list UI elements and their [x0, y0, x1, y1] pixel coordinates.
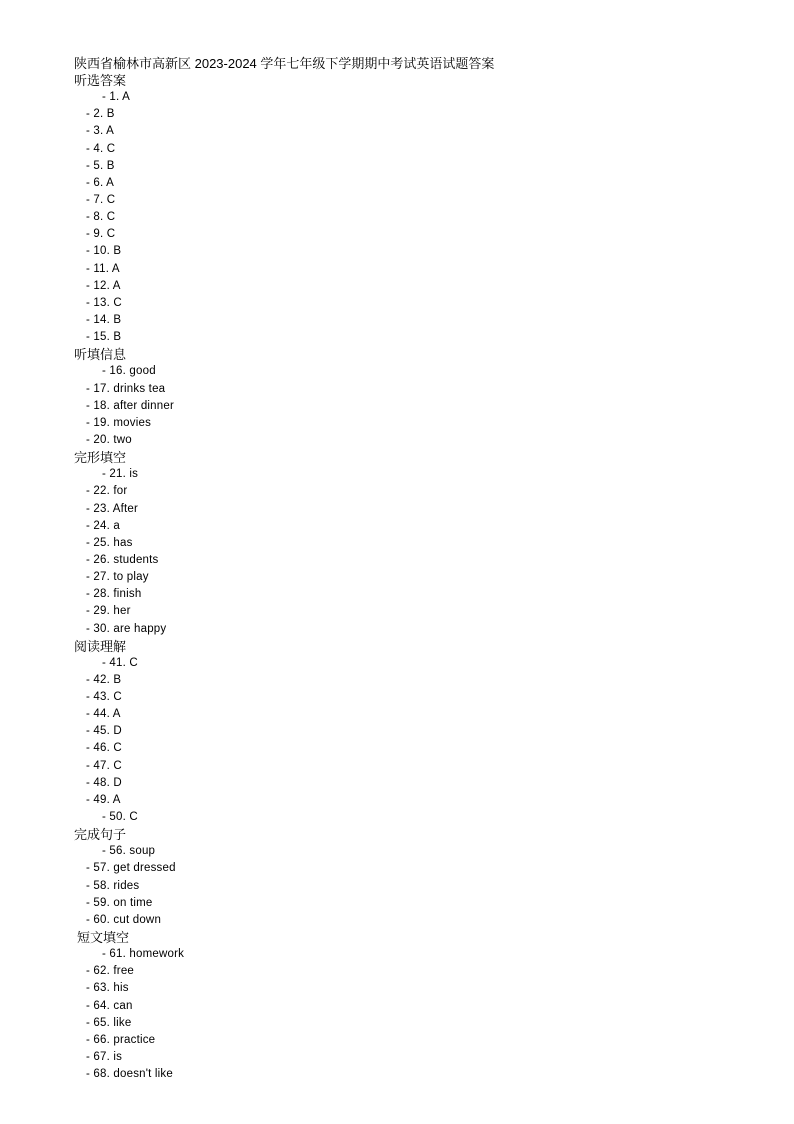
section-reading: [74, 638, 754, 827]
answer-item: - 4. C: [86, 142, 116, 155]
answer-item: - 19. movies: [86, 416, 152, 429]
answer-item: - 8. C: [86, 211, 116, 224]
answer-item: - 5. B: [86, 159, 115, 172]
answer-item: - 2. B: [86, 108, 115, 121]
answer-item: - 41. C: [102, 656, 138, 669]
answer-item: - 6. A: [86, 176, 115, 189]
answer-item: - 22. for: [86, 485, 128, 498]
section-heading: 听选答案: [74, 73, 127, 88]
answer-item: - 15. B: [86, 331, 122, 344]
answer-item: - 21. is: [102, 468, 139, 481]
answer-item: - 20. two: [86, 433, 132, 446]
answer-item: - 46. C: [86, 742, 122, 755]
answer-item: - 66. practice: [86, 1033, 156, 1046]
section-sentence-completion: [74, 826, 754, 929]
answer-item: - 64. can: [86, 999, 133, 1012]
answer-item: - 68. doesn't like: [86, 1068, 173, 1081]
answer-item: - 62. free: [86, 965, 135, 978]
answer-item: - 12. A: [86, 279, 121, 292]
document-body: [74, 56, 754, 1083]
section-heading: 完形填空: [74, 450, 127, 466]
section-heading: 阅读理解: [74, 638, 127, 654]
answer-item: - 58. rides: [86, 879, 140, 892]
section-heading: 听填信息: [74, 347, 127, 363]
section-cloze: [74, 449, 754, 638]
answer-item: - 48. D: [86, 776, 122, 789]
answer-item: - 25. has: [86, 536, 133, 549]
answer-item: - 43. C: [86, 691, 122, 704]
answer-item: - 18. after dinner: [86, 399, 174, 412]
section-listening-fill: [74, 346, 754, 449]
answer-item: - 17. drinks tea: [86, 382, 166, 395]
document-title: 陕西省榆林市高新区 2023-2024 学年七年级下学期期中考试英语试题答案: [74, 56, 495, 71]
answer-item: - 13. C: [86, 296, 122, 309]
answer-item: - 57. get dressed: [86, 862, 176, 875]
answer-item: - 49. A: [86, 793, 121, 806]
answer-item: - 14. B: [86, 313, 122, 326]
answer-item: - 10. B: [86, 245, 122, 258]
section-heading: 完成句子: [74, 827, 127, 843]
section-passage-fill: [74, 929, 754, 1083]
answer-item: - 26. students: [86, 553, 159, 566]
answer-item: - 11. A: [86, 262, 120, 275]
answer-item: - 50. C: [102, 811, 138, 824]
answer-item: - 63. his: [86, 982, 129, 995]
answer-item: - 16. good: [102, 365, 156, 378]
answer-item: - 45. D: [86, 725, 122, 738]
answer-item: - 24. a: [86, 519, 121, 532]
answer-item: - 7. C: [86, 193, 116, 206]
answer-item: - 67. is: [86, 1051, 123, 1064]
answer-item: - 23. After: [86, 502, 139, 515]
answer-item: - 61. homework: [102, 948, 185, 961]
section-listening-choice: [74, 72, 754, 346]
answer-item: - 65. like: [86, 1016, 132, 1029]
answer-item: - 59. on time: [86, 896, 153, 909]
answer-item: - 1. A: [102, 91, 131, 104]
answer-item: - 47. C: [86, 759, 122, 772]
section-heading: 短文填空: [77, 930, 130, 946]
answer-item: - 28. finish: [86, 588, 142, 601]
answer-item: - 44. A: [86, 708, 121, 721]
answer-item: - 56. soup: [102, 845, 156, 858]
answer-item: - 60. cut down: [86, 913, 162, 926]
answer-item: - 27. to play: [86, 571, 149, 584]
answer-item: - 3. A: [86, 125, 115, 138]
answer-item: - 30. are happy: [86, 622, 167, 635]
answer-item: - 42. B: [86, 673, 122, 686]
answer-item: - 9. C: [86, 228, 116, 241]
answer-item: - 29. her: [86, 605, 131, 618]
